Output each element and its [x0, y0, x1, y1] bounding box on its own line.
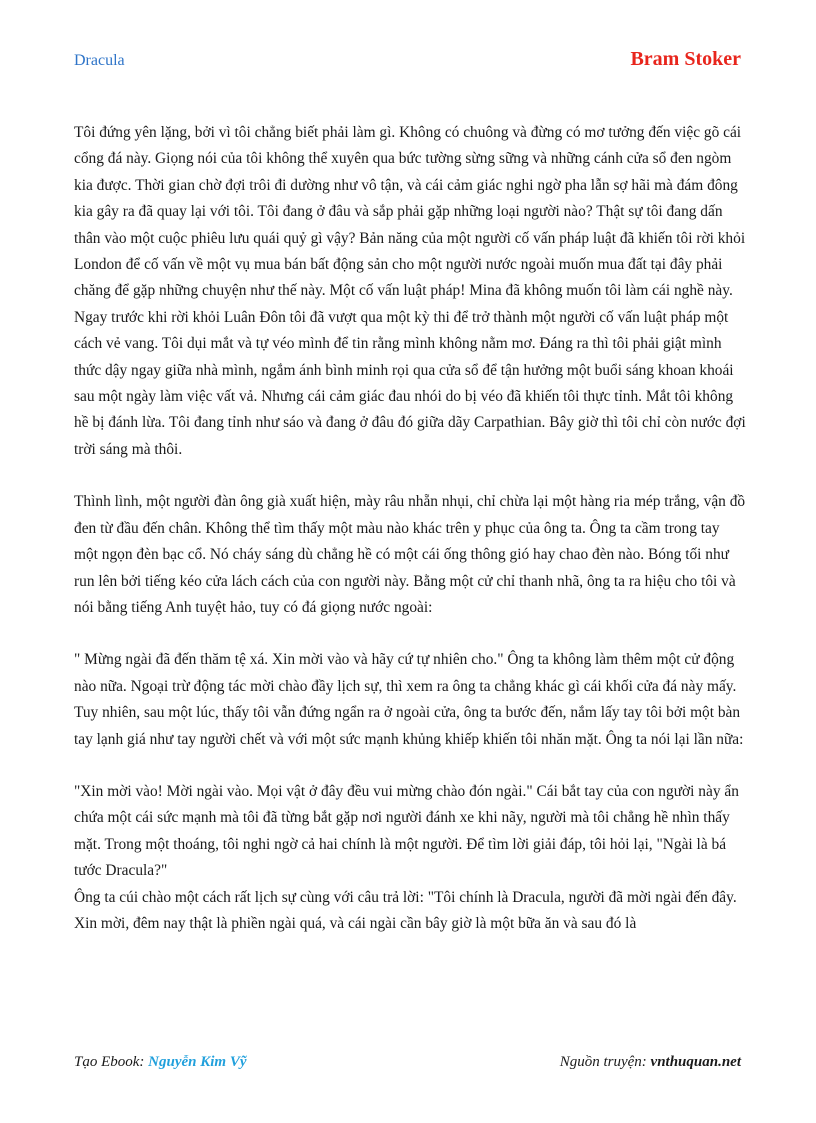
- paragraph-5: Ông ta cúi chào một cách rất lịch sự cùng với câu trả lời: "Tôi chính là Dracula, người đã mời ngài đến đây. Xin mời, đêm nay thật là phiền ngài quá, và cái ngài cần bây giờ là một bữa ăn và sau đó là: [74, 888, 737, 932]
- source-site: vnthuquan.net: [650, 1054, 741, 1070]
- paragraph-1: Tôi đứng yên lặng, bởi vì tôi chẳng biết phải làm gì. Không có chuông và đừng có mơ tưởng đến việc gõ cái cổng đá này. Giọng nói của tôi không thể xuyên qua bức tường sừng sững và những cánh cửa sổ đen ngòm kia được. Thời gian chờ đợi trôi đi dường như vô tận, và cái cảm giác nghi ngờ pha lẫn sợ hãi mà đám đông kia gây ra đã quay lại với tôi. Tôi đang ở đâu và sắp phải gặp những loại người nào? Thật sự tôi đang dấn thân vào một cuộc phiêu lưu quái quỷ gì vậy? Bản năng của một người cố vấn pháp luật đã khiến tôi rời khỏi London để cố vấn về một vụ mua bán bất động sản cho một người nước ngoài muốn mua đất tại đây phải chăng để gặp những chuyện như thế này. Một cố vấn luật pháp! Mina đã không muốn tôi làm cái nghề này. Ngay trước khi rời khỏi Luân Đôn tôi đã vượt qua một kỳ thi để trở thành một người cố vấn luật pháp một cách vẻ vang. Tôi dụi mắt và tự véo mình để tin rằng mình không nằm mơ. Đáng ra thì tôi phải giật mình thức dậy ngay giữa nhà mình, ngắm ánh bình minh rọi qua cửa sổ để tận hưởng một buổi sáng khoan khoái sau một ngày làm việc vất vả. Nhưng cái cảm giác đau nhói do bị véo đã khiến tôi thực tỉnh. Mắt tôi không hề bị đánh lừa. Tôi đang tỉnh như sáo và đang ở đâu đó giữa dãy Carpathian. Bây giờ thì tôi chỉ còn nước đợi trời sáng mà thôi.: [74, 124, 746, 458]
- paragraph-3: " Mừng ngài đã đến thăm tệ xá. Xin mời vào và hãy cứ tự nhiên cho." Ông ta không làm thêm một cử động nào nữa. Ngoại trừ động tác mời chào đầy lịch sự, thì xem ra ông ta chẳng khác gì cái khối cửa đá này mấy. Tuy nhiên, sau một lúc, thấy tôi vẫn đứng ngẩn ra ở ngoài cửa, ông ta bước đến, nắm lấy tay tôi bởi một bàn tay lạnh giá như tay người chết và với một sức mạnh khủng khiếp khiến tôi nhăn mặt. Ông ta nói lại lần nữa:: [74, 651, 744, 748]
- page-footer: [74, 1054, 741, 1076]
- source-credit-separator: :: [641, 1054, 651, 1070]
- ebook-credit: [74, 1054, 247, 1071]
- source-credit-label: Nguồn truyện: [559, 1054, 642, 1070]
- paragraph-4: "Xin mời vào! Mời ngài vào. Mọi vật ở đây đều vui mừng chào đón ngài." Cái bắt tay của con người này ẩn chứa một cái sức mạnh mà tôi đã từng bắt gặp nơi người đánh xe khi nãy, người mà tôi chẳng hề nhìn thấy mặt. Trong một thoáng, tôi nghi ngờ cả hai chính là một người. Để tìm lời giải đáp, tôi hỏi lại, "Ngài là bá tước Dracula?": [74, 782, 739, 880]
- paragraph-2: Thình lình, một người đàn ông già xuất hiện, mày râu nhẵn nhụi, chỉ chừa lại một hàng ria mép trắng, vận đồ đen từ đầu đến chân. Không thể tìm thấy một màu nào khác trên y phục của ông ta. Ông ta cầm trong tay một ngọn đèn bạc cổ. Nó cháy sáng dù chẳng hề có một cái ống thông gió hay chao đèn nào. Bóng tối như run lên bởi tiếng kéo cửa lách cách của con người này. Bằng một cử chỉ thanh nhã, ông ta ra hiệu cho tôi và nói bằng tiếng Anh tuyệt hảo, tuy có đá giọng nước ngoài:: [74, 493, 746, 616]
- book-title: Dracula: [74, 52, 125, 69]
- ebook-creator-name: Nguyễn Kim Vỹ: [148, 1054, 247, 1070]
- page-body: [74, 120, 746, 937]
- page-header: [74, 48, 741, 76]
- book-author: Bram Stoker: [630, 48, 741, 70]
- ebook-credit-label: Tạo Ebook: [74, 1054, 140, 1070]
- ebook-credit-separator: :: [139, 1054, 149, 1070]
- source-credit: [560, 1054, 741, 1071]
